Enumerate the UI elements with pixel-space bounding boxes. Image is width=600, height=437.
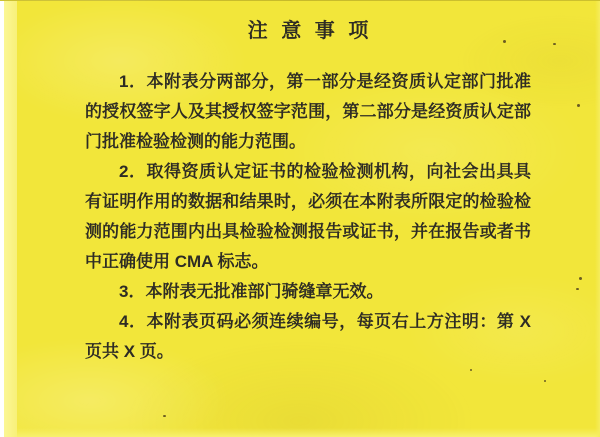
dust-speck: [576, 288, 579, 290]
paper-edge-left: [4, 1, 17, 437]
dust-speck: [553, 43, 556, 45]
dust-speck: [579, 277, 582, 280]
paragraph-1: 1．本附表分两部分，第一部分是经资质认定部门批准的授权签字人及其授权签字范围，第二部分是经资质认定部门批准检验检测的能力范围。: [85, 72, 531, 151]
document-body: [85, 67, 531, 367]
dust-speck: [470, 369, 472, 371]
dust-speck: [544, 380, 546, 382]
paragraph-4: 4．本附表页码必须连续编号，每页右上方注明：第 X 页共 X 页。: [85, 312, 531, 361]
page-title: 注意事项: [247, 20, 382, 42]
paper-edge-right: [595, 1, 600, 437]
scan-edge-white: [0, 1, 4, 437]
paper-edge-bottom: [0, 428, 600, 437]
dust-speck: [503, 40, 506, 43]
dust-speck: [163, 415, 166, 417]
paragraph-2: 2．取得资质认定证书的检验检测机构，向社会出具具有证明作用的数据和结果时，必须在本附表所限定的检验检测的能力范围内出具检验检测报告或证书，并在报告或者书中正确使用 CMA 标志。: [85, 162, 531, 271]
paragraph-3: 3．本附表无批准部门骑缝章无效。: [119, 282, 384, 301]
dust-speck: [577, 104, 580, 107]
